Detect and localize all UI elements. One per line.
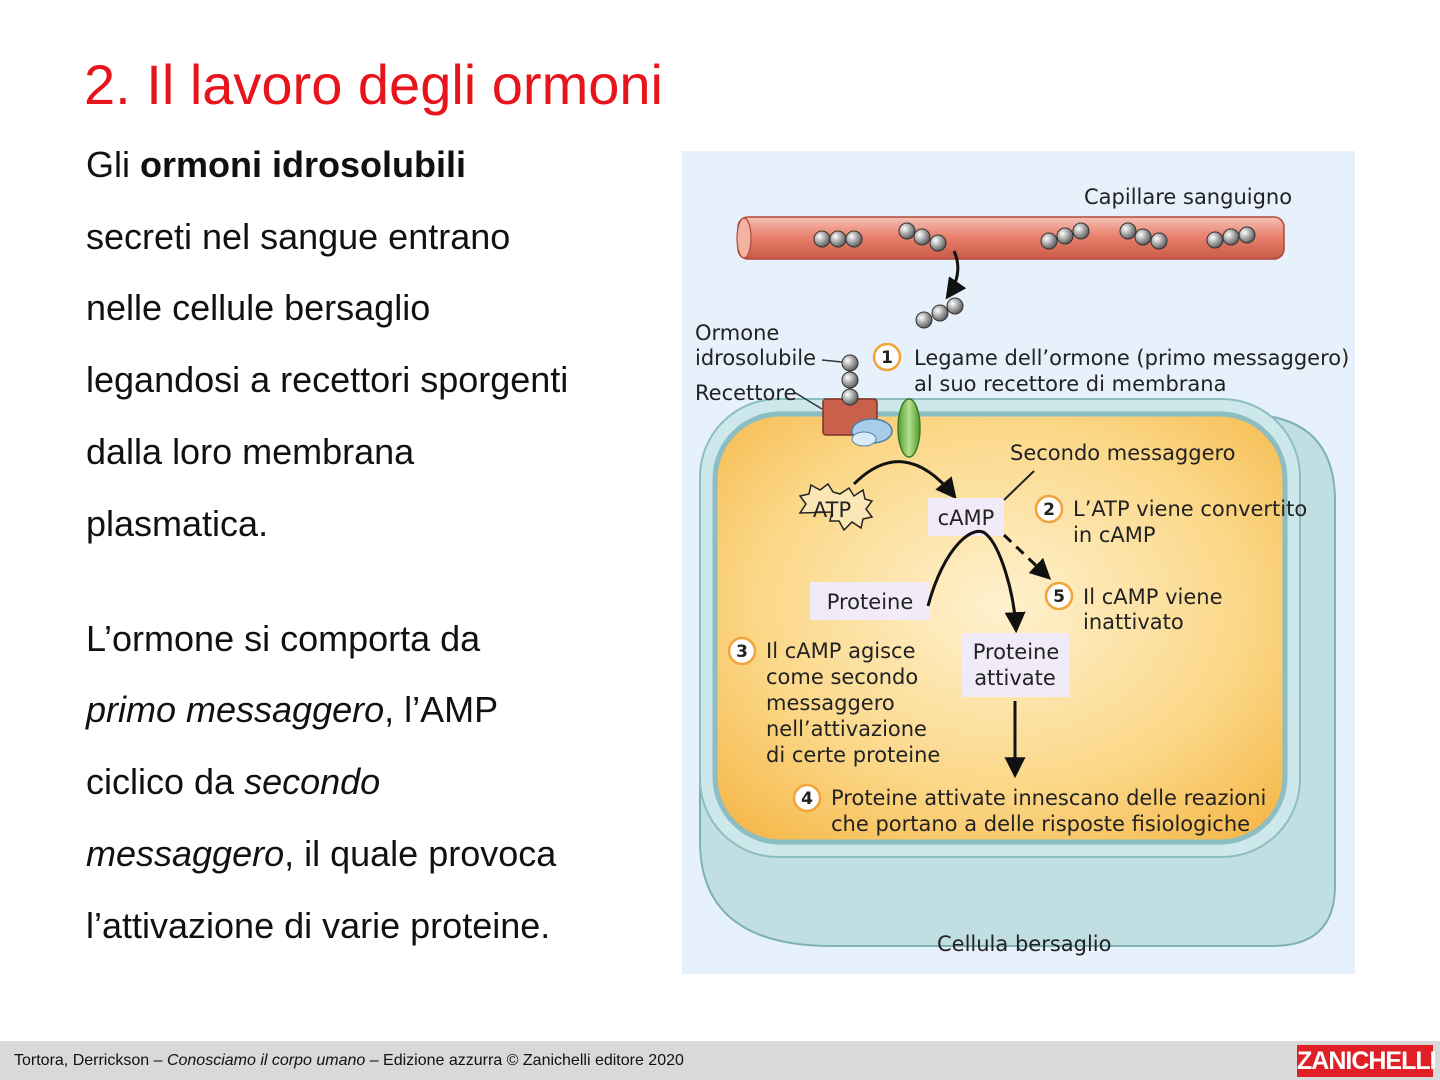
- para2-italic-term: messaggero: [86, 833, 285, 874]
- para1-line6: plasmatica.: [86, 503, 269, 544]
- step-3-number: 3: [736, 642, 748, 662]
- slide-title: 2. Il lavoro degli ormoni: [84, 53, 663, 116]
- hormone-diagram: [682, 151, 1355, 974]
- step-3-text-2: come secondo: [766, 665, 919, 689]
- para2-italic-term: secondo: [244, 761, 381, 802]
- step-3-text-1: Il cAMP agisce: [766, 639, 916, 663]
- atp-label: ATP: [812, 498, 852, 522]
- bound-hormone: [842, 355, 858, 405]
- step-1-text-2: al suo recettore di membrana: [914, 372, 1227, 396]
- step-2-text-1: L’ATP viene convertito: [1073, 497, 1308, 521]
- para2-line1: L’ormone si comporta da: [86, 618, 481, 659]
- para1-line3: nelle cellule bersaglio: [86, 287, 431, 328]
- step-1-text-1: Legame dell’ormone (primo messaggero): [914, 346, 1350, 370]
- step-3-text-4: nell’attivazione: [766, 717, 927, 741]
- para2-line2: [86, 689, 499, 730]
- para2-text: , l’AMP: [384, 689, 499, 730]
- camp-label: cAMP: [937, 506, 995, 530]
- step-3-text-5: di certe proteine: [766, 743, 941, 767]
- footer-authors: Tortora, Derrickson –: [14, 1052, 167, 1069]
- para2-line3: [86, 761, 381, 802]
- para2-text: , il quale provoca: [284, 833, 557, 874]
- activated-proteins-label-1: Proteine: [972, 640, 1060, 664]
- para1-line5: dalla loro membrana: [86, 431, 415, 472]
- step-2-text-2: in cAMP: [1073, 523, 1156, 547]
- activated-proteins-label-2: attivate: [974, 666, 1056, 690]
- para2-italic-term: primo messaggero: [86, 689, 385, 730]
- footer-book-title: Conosciamo il corpo umano: [166, 1052, 366, 1069]
- footer-credit: [14, 1052, 684, 1070]
- step-3-text-3: messaggero: [766, 691, 895, 715]
- para1-bold-term: ormoni idrosolubili: [140, 144, 466, 185]
- footer-bar: [0, 1041, 1440, 1080]
- step-4-text-2: che portano a delle risposte fisiologiche: [831, 812, 1251, 836]
- para1-line2: secreti nel sangue entrano: [86, 216, 511, 257]
- step-2-number: 2: [1043, 500, 1055, 520]
- proteins-label: Proteine: [826, 590, 914, 614]
- capillary-label: Capillare sanguigno: [1084, 185, 1293, 209]
- step-5-text-2: inattivato: [1083, 610, 1184, 634]
- step-4-number: 4: [801, 789, 813, 809]
- step-5-text-1: Il cAMP viene: [1083, 585, 1223, 609]
- hormone-label-1: Ormone: [695, 321, 780, 345]
- step-1-number: 1: [881, 348, 893, 368]
- publisher-logo: ZANICHELLI: [1297, 1047, 1436, 1075]
- footer-edition: – Edizione azzurra © Zanichelli editore 2020: [365, 1052, 684, 1069]
- g-protein: [898, 399, 920, 457]
- step-4-text-1: Proteine attivate innescano delle reazioni: [831, 786, 1267, 810]
- second-messenger-label: Secondo messaggero: [1010, 441, 1236, 465]
- para2-text: ciclico da: [86, 761, 245, 802]
- step-5-number: 5: [1053, 587, 1065, 607]
- para1-line4: legandosi a recettori sporgenti: [86, 359, 569, 400]
- para1-text: Gli: [86, 144, 140, 185]
- hormone-label-2: idrosolubile: [695, 346, 817, 370]
- receptor-label: Recettore: [695, 381, 797, 405]
- cell-label: Cellula bersaglio: [937, 932, 1112, 956]
- para2-line5: l’attivazione di varie proteine.: [86, 905, 551, 946]
- para2-line4: [86, 833, 557, 874]
- para1-line1: [86, 144, 466, 185]
